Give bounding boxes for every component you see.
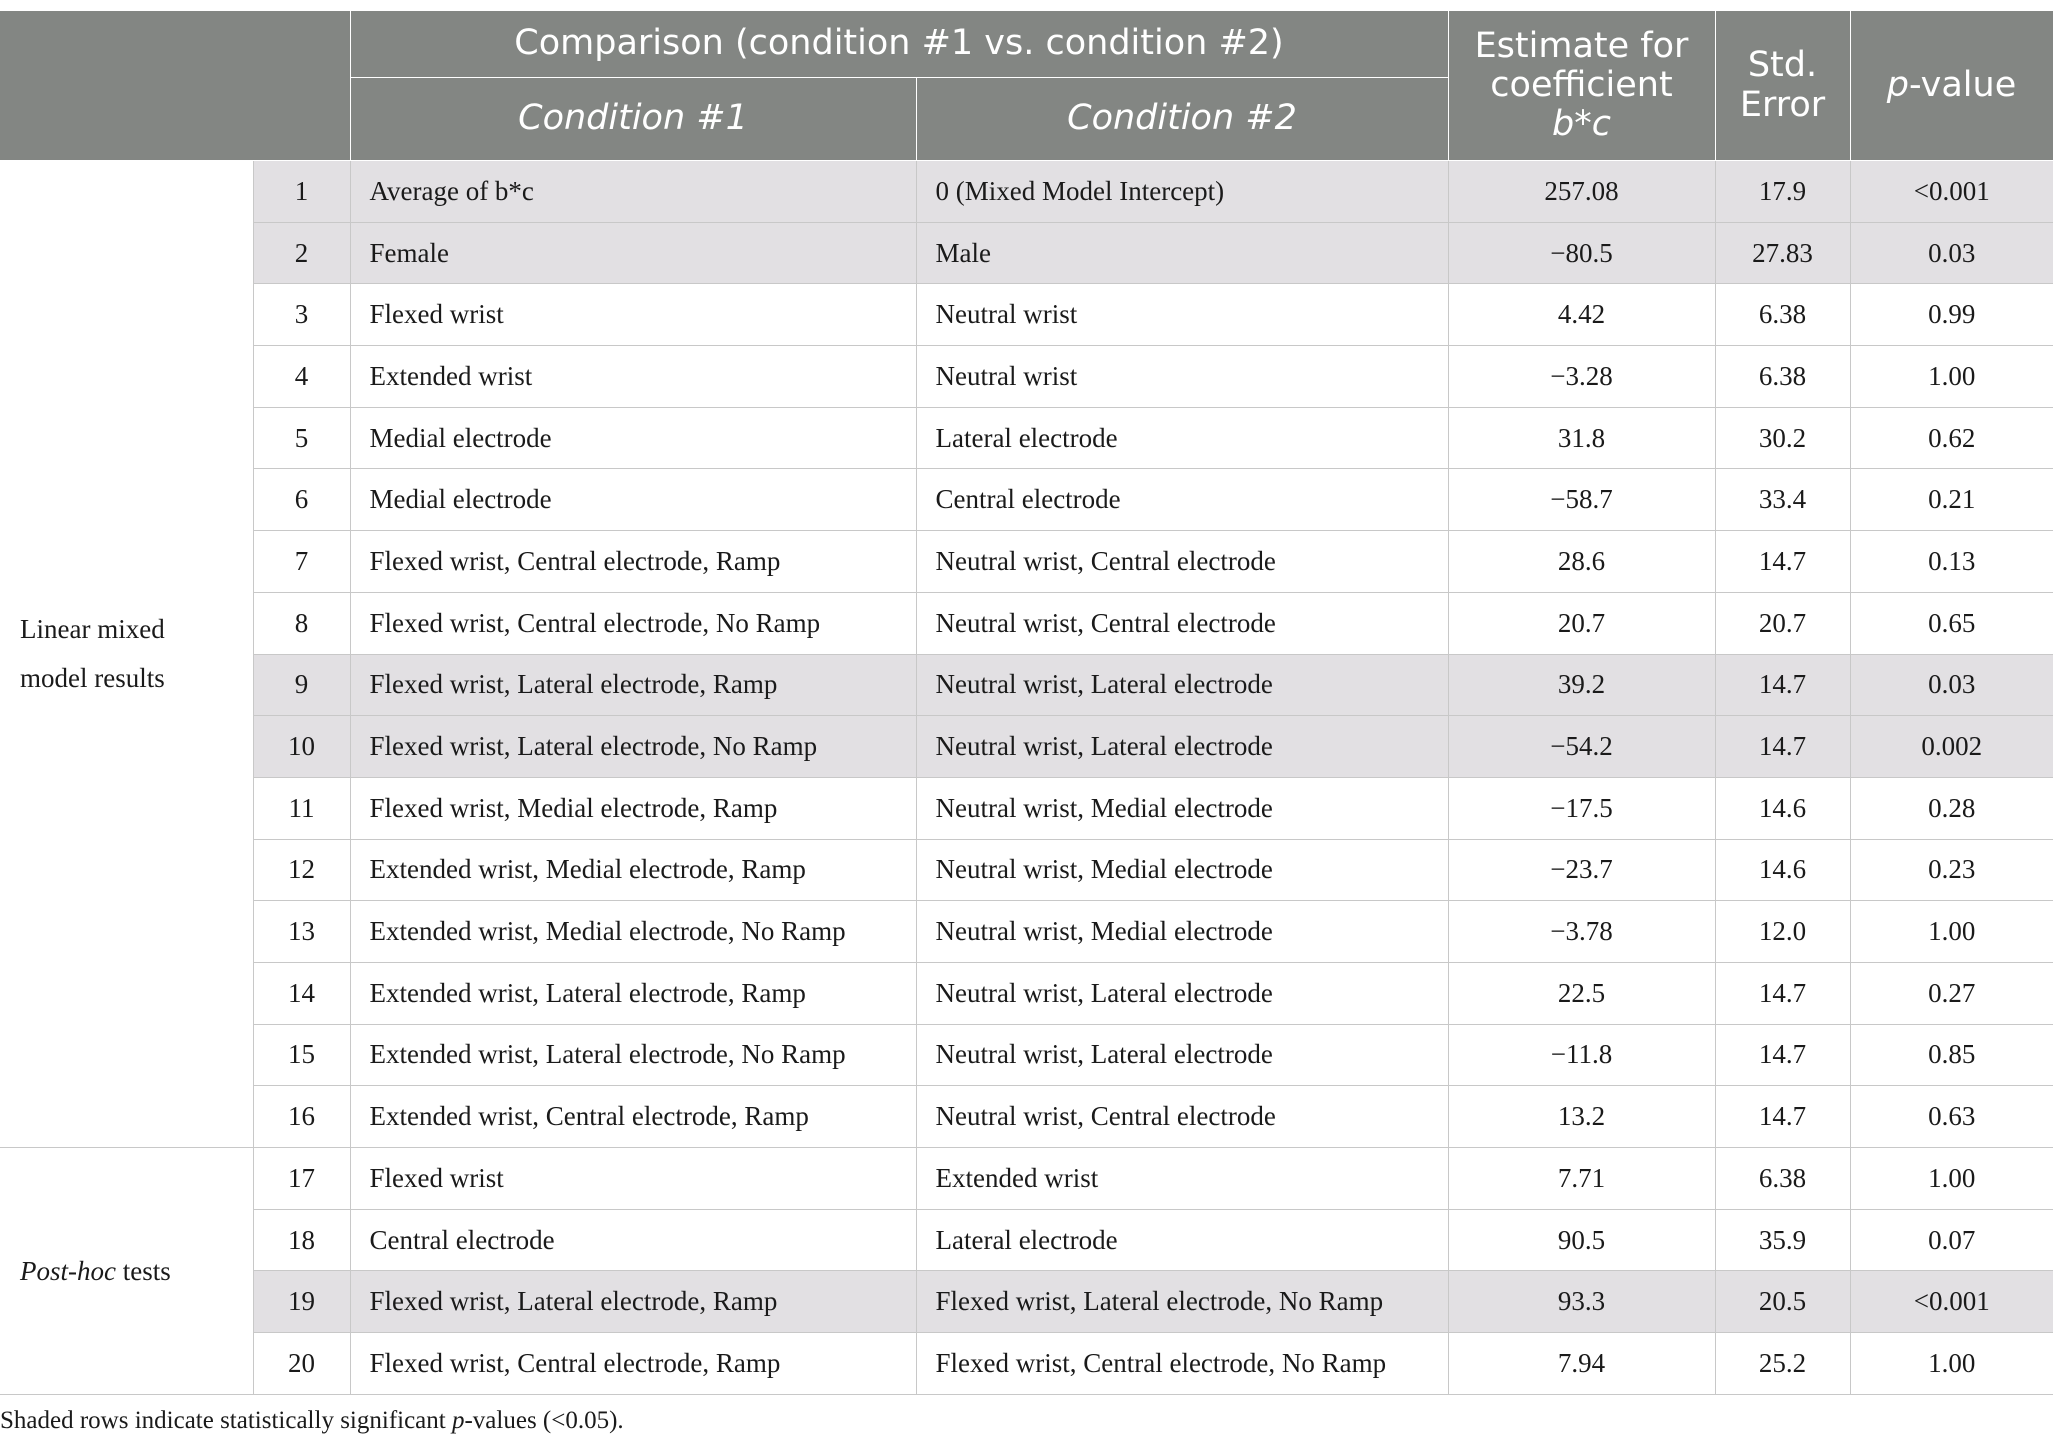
- condition-2-cell: Neutral wrist: [916, 284, 1448, 346]
- condition-1-cell: Extended wrist, Lateral electrode, Ramp: [350, 962, 916, 1024]
- table-row: [0, 284, 2053, 346]
- estimate-cell: −3.78: [1448, 901, 1715, 963]
- condition-1-cell: Medial electrode: [350, 407, 916, 469]
- std-error-cell: 6.38: [1715, 284, 1850, 346]
- p-value-cell: 0.85: [1850, 1024, 2053, 1086]
- row-number: 3: [253, 284, 350, 346]
- condition-2-cell: Extended wrist: [916, 1148, 1448, 1210]
- condition-1-cell: Flexed wrist, Central electrode, Ramp: [350, 531, 916, 593]
- p-value-cell: 0.03: [1850, 222, 2053, 284]
- estimate-cell: 39.2: [1448, 654, 1715, 716]
- p-value-cell: 1.00: [1850, 1148, 2053, 1210]
- row-number: 7: [253, 531, 350, 593]
- row-number: 5: [253, 407, 350, 469]
- header-p-italic: p: [1886, 64, 1909, 105]
- condition-1-cell: Extended wrist, Medial electrode, No Ramp: [350, 901, 916, 963]
- condition-2-cell: Lateral electrode: [916, 407, 1448, 469]
- table-row: [0, 1024, 2053, 1086]
- p-value-cell: 0.62: [1850, 407, 2053, 469]
- estimate-cell: −58.7: [1448, 469, 1715, 531]
- row-number: 13: [253, 901, 350, 963]
- header-row-1: [0, 11, 2053, 78]
- estimate-cell: 31.8: [1448, 407, 1715, 469]
- estimate-cell: 28.6: [1448, 531, 1715, 593]
- estimate-cell: 4.42: [1448, 284, 1715, 346]
- table-row: [0, 777, 2053, 839]
- estimate-cell: 93.3: [1448, 1271, 1715, 1333]
- condition-2-cell: Neutral wrist, Medial electrode: [916, 777, 1448, 839]
- group-linear-line2: model results: [20, 663, 165, 693]
- std-error-cell: 20.5: [1715, 1271, 1850, 1333]
- header-std-error-line1: Std.: [1747, 45, 1818, 86]
- header-estimate-line2: coefficient: [1490, 64, 1673, 105]
- std-error-cell: 27.83: [1715, 222, 1850, 284]
- p-value-cell: <0.001: [1850, 161, 2053, 223]
- condition-1-cell: Flexed wrist, Central electrode, Ramp: [350, 1333, 916, 1395]
- estimate-cell: −3.28: [1448, 346, 1715, 408]
- estimate-cell: 22.5: [1448, 962, 1715, 1024]
- p-value-cell: 0.65: [1850, 592, 2053, 654]
- estimate-cell: 7.71: [1448, 1148, 1715, 1210]
- header-p-rest: -value: [1908, 64, 2017, 105]
- table-row: [0, 1209, 2053, 1271]
- std-error-cell: 25.2: [1715, 1333, 1850, 1395]
- header-std-error-line2: Error: [1739, 84, 1826, 125]
- row-number: 2: [253, 222, 350, 284]
- row-number: 4: [253, 346, 350, 408]
- estimate-cell: 90.5: [1448, 1209, 1715, 1271]
- std-error-cell: 20.7: [1715, 592, 1850, 654]
- std-error-cell: 14.6: [1715, 839, 1850, 901]
- condition-1-cell: Flexed wrist, Medial electrode, Ramp: [350, 777, 916, 839]
- table-row: [0, 222, 2053, 284]
- group-posthoc-rest: tests: [115, 1255, 171, 1286]
- std-error-cell: 6.38: [1715, 1148, 1850, 1210]
- row-number: 17: [253, 1148, 350, 1210]
- std-error-cell: 6.38: [1715, 346, 1850, 408]
- row-number: 9: [253, 654, 350, 716]
- footnote-after: -values (<0.05).: [464, 1407, 624, 1434]
- table-row: [0, 1086, 2053, 1148]
- condition-1-cell: Extended wrist, Central electrode, Ramp: [350, 1086, 916, 1148]
- std-error-cell: 35.9: [1715, 1209, 1850, 1271]
- p-value-cell: 0.21: [1850, 469, 2053, 531]
- p-value-cell: 0.28: [1850, 777, 2053, 839]
- row-number: 1: [253, 161, 350, 223]
- p-value-cell: 1.00: [1850, 346, 2053, 408]
- condition-2-cell: Neutral wrist, Central electrode: [916, 531, 1448, 593]
- footnote-italic: p: [451, 1407, 465, 1434]
- estimate-cell: −54.2: [1448, 716, 1715, 778]
- condition-2-cell: Male: [916, 222, 1448, 284]
- row-number: 14: [253, 962, 350, 1024]
- std-error-cell: 14.7: [1715, 716, 1850, 778]
- condition-2-cell: Neutral wrist, Lateral electrode: [916, 654, 1448, 716]
- condition-1-cell: Flexed wrist, Lateral electrode, Ramp: [350, 1271, 916, 1333]
- header-estimate-symbol: b*c: [1552, 104, 1611, 145]
- std-error-cell: 14.6: [1715, 777, 1850, 839]
- estimate-cell: −17.5: [1448, 777, 1715, 839]
- condition-1-cell: Flexed wrist: [350, 1148, 916, 1210]
- row-number: 12: [253, 839, 350, 901]
- row-number: 19: [253, 1271, 350, 1333]
- condition-1-cell: Medial electrode: [350, 469, 916, 531]
- table-body: [0, 161, 2053, 1395]
- row-number: 15: [253, 1024, 350, 1086]
- table-row: [0, 901, 2053, 963]
- table-row: [0, 839, 2053, 901]
- row-number: 18: [253, 1209, 350, 1271]
- table-row: [0, 161, 2053, 223]
- condition-2-cell: Neutral wrist, Central electrode: [916, 592, 1448, 654]
- condition-2-cell: Neutral wrist, Lateral electrode: [916, 1024, 1448, 1086]
- std-error-cell: 14.7: [1715, 1086, 1850, 1148]
- condition-2-cell: Neutral wrist, Lateral electrode: [916, 962, 1448, 1024]
- std-error-cell: 33.4: [1715, 469, 1850, 531]
- condition-1-cell: Extended wrist, Medial electrode, Ramp: [350, 839, 916, 901]
- header-blank-cell: [0, 11, 350, 161]
- row-number: 11: [253, 777, 350, 839]
- results-table: [0, 10, 2053, 1395]
- header-comparison: Comparison (condition #1 vs. condition #2): [350, 11, 1448, 78]
- row-number: 20: [253, 1333, 350, 1395]
- condition-1-cell: Flexed wrist, Lateral electrode, No Ramp: [350, 716, 916, 778]
- condition-1-cell: Average of b*c: [350, 161, 916, 223]
- p-value-cell: 0.63: [1850, 1086, 2053, 1148]
- header-condition-1: Condition #1: [350, 78, 916, 161]
- p-value-cell: 1.00: [1850, 901, 2053, 963]
- estimate-cell: 20.7: [1448, 592, 1715, 654]
- table-row: [0, 716, 2053, 778]
- p-value-cell: 0.99: [1850, 284, 2053, 346]
- condition-2-cell: 0 (Mixed Model Intercept): [916, 161, 1448, 223]
- condition-2-cell: Neutral wrist, Lateral electrode: [916, 716, 1448, 778]
- row-number: 8: [253, 592, 350, 654]
- condition-2-cell: Flexed wrist, Lateral electrode, No Ramp: [916, 1271, 1448, 1333]
- group-linear-mixed-model: [0, 161, 253, 1148]
- std-error-cell: 30.2: [1715, 407, 1850, 469]
- header-condition-2: Condition #2: [916, 78, 1448, 161]
- std-error-cell: 17.9: [1715, 161, 1850, 223]
- condition-1-cell: Extended wrist: [350, 346, 916, 408]
- group-post-hoc-tests: [0, 1148, 253, 1395]
- estimate-cell: 257.08: [1448, 161, 1715, 223]
- p-value-cell: 0.13: [1850, 531, 2053, 593]
- p-value-cell: 1.00: [1850, 1333, 2053, 1395]
- row-number: 6: [253, 469, 350, 531]
- table-row: [0, 1271, 2053, 1333]
- condition-2-cell: Central electrode: [916, 469, 1448, 531]
- footnote-before: Shaded rows indicate statistically significant: [0, 1407, 452, 1434]
- table-footnote: [0, 1407, 624, 1435]
- condition-1-cell: Female: [350, 222, 916, 284]
- condition-1-cell: Extended wrist, Lateral electrode, No Ramp: [350, 1024, 916, 1086]
- table-row: [0, 407, 2053, 469]
- table-row: [0, 654, 2053, 716]
- std-error-cell: 12.0: [1715, 901, 1850, 963]
- condition-2-cell: Lateral electrode: [916, 1209, 1448, 1271]
- p-value-cell: 0.03: [1850, 654, 2053, 716]
- estimate-cell: 13.2: [1448, 1086, 1715, 1148]
- estimate-cell: −11.8: [1448, 1024, 1715, 1086]
- table-row: [0, 531, 2053, 593]
- header-estimate-line1: Estimate for: [1474, 25, 1689, 66]
- std-error-cell: 14.7: [1715, 1024, 1850, 1086]
- condition-1-cell: Central electrode: [350, 1209, 916, 1271]
- table-row: [0, 1148, 2053, 1210]
- header-estimate: [1448, 11, 1715, 161]
- table-row: [0, 469, 2053, 531]
- condition-1-cell: Flexed wrist, Lateral electrode, Ramp: [350, 654, 916, 716]
- condition-2-cell: Flexed wrist, Central electrode, No Ramp: [916, 1333, 1448, 1395]
- std-error-cell: 14.7: [1715, 654, 1850, 716]
- group-linear-line1: Linear mixed: [20, 614, 165, 645]
- row-number: 10: [253, 716, 350, 778]
- condition-2-cell: Neutral wrist, Central electrode: [916, 1086, 1448, 1148]
- estimate-cell: 7.94: [1448, 1333, 1715, 1395]
- table-row: [0, 962, 2053, 1024]
- table-row: [0, 346, 2053, 408]
- group-posthoc-italic: Post-hoc: [20, 1255, 116, 1286]
- row-number: 16: [253, 1086, 350, 1148]
- p-value-cell: 0.23: [1850, 839, 2053, 901]
- condition-2-cell: Neutral wrist: [916, 346, 1448, 408]
- p-value-cell: 0.07: [1850, 1209, 2053, 1271]
- condition-2-cell: Neutral wrist, Medial electrode: [916, 901, 1448, 963]
- p-value-cell: <0.001: [1850, 1271, 2053, 1333]
- header-p-value: [1850, 11, 2053, 161]
- p-value-cell: 0.27: [1850, 962, 2053, 1024]
- table-row: [0, 592, 2053, 654]
- header-std-error: [1715, 11, 1850, 161]
- condition-1-cell: Flexed wrist: [350, 284, 916, 346]
- estimate-cell: −23.7: [1448, 839, 1715, 901]
- condition-2-cell: Neutral wrist, Medial electrode: [916, 839, 1448, 901]
- table-row: [0, 1333, 2053, 1395]
- std-error-cell: 14.7: [1715, 531, 1850, 593]
- estimate-cell: −80.5: [1448, 222, 1715, 284]
- condition-1-cell: Flexed wrist, Central electrode, No Ramp: [350, 592, 916, 654]
- std-error-cell: 14.7: [1715, 962, 1850, 1024]
- p-value-cell: 0.002: [1850, 716, 2053, 778]
